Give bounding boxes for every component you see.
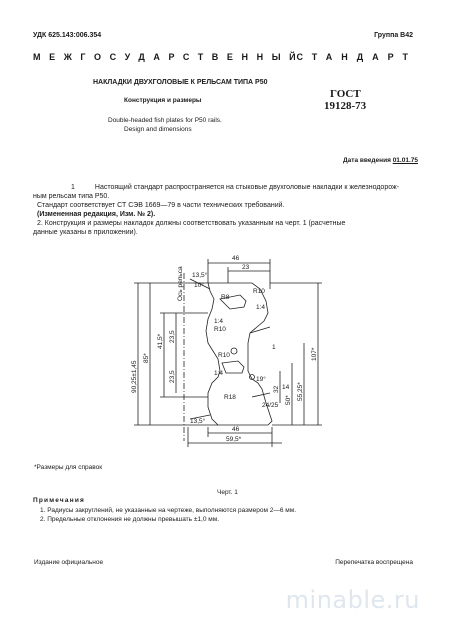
radius-r10-low: R10	[218, 352, 230, 359]
gost-number: 19128-73	[324, 100, 367, 112]
effective-date-value: 01.01.75	[392, 157, 418, 164]
footer-reprint-prohibited: Перепечатка воспрещена	[335, 559, 413, 566]
paragraph-1-line3: Стандарт соответствует СТ СЭВ 1669—79 в части технических требований.	[37, 202, 285, 209]
dim-13-5-top: 13,5°	[192, 272, 208, 279]
standard-banner-right: СТАНДАРТ	[296, 52, 417, 62]
dim-19-deg: 19°	[256, 376, 266, 383]
notes-heading: Примечания	[33, 497, 86, 504]
incline-1-4-mid: 1:4	[214, 318, 224, 325]
incline-1-4-low: 1:4	[214, 370, 224, 377]
dim-55-25: 55,25*	[297, 382, 304, 401]
dim-90-25: 90,25±1,45	[131, 360, 138, 393]
dim-23-5-lower: 23,5	[169, 370, 176, 383]
document-subtitle: Конструкция и размеры	[124, 97, 202, 104]
dim-41-5: 41,5*	[157, 333, 164, 349]
effective-date-label: Дата введения	[343, 157, 391, 164]
dim-59-5: 59,5*	[226, 436, 242, 443]
udk-code: УДК 625.143:006.354	[33, 32, 102, 39]
rail-axis-label: Ось рельса	[177, 266, 184, 301]
standard-banner-left: МЕЖГОСУДАРСТВЕННЫЙ	[33, 52, 305, 62]
watermark: minable.ru	[285, 586, 420, 614]
effective-date	[343, 157, 418, 164]
incline-1-4-top: 1:4	[256, 304, 266, 311]
radius-r18: R18	[224, 394, 236, 401]
footer-official-edition: Издание официальное	[34, 559, 104, 566]
paragraph-2-line1: 2. Конструкция и размеры накладок должны соответствовать указанным на черт. 1 (расчетные	[37, 220, 346, 227]
dim-50: 50*	[285, 395, 292, 405]
paragraph-1-edit: (Измененная редакция, Изм. № 2).	[37, 211, 156, 218]
radius-r10-top: R10	[253, 288, 265, 295]
paragraph-1-line1: Настоящий стандарт распространяется на стыковые двухголовые накладки к железнодорож-	[94, 184, 400, 191]
paragraph-1-number: 1	[71, 184, 75, 191]
english-title-line1: Double-headed fish plates for P50 rails.	[108, 117, 222, 124]
paragraph-2-line2: данные указаны в приложении).	[33, 229, 138, 236]
english-title-line2: Design and dimensions	[124, 126, 192, 133]
gost-label: ГОСТ	[330, 88, 361, 100]
dim-23: 23	[242, 264, 250, 271]
dim-46-bottom: 46	[232, 426, 240, 433]
dim-107: 107*	[311, 347, 318, 361]
radius-r10-mid: R10	[214, 326, 226, 333]
paragraph-1	[33, 183, 413, 192]
note-2: 2. Предельные отклонения не должны превышать ±1,0 мм.	[40, 516, 220, 523]
radius-r8: R8	[221, 294, 230, 301]
group-code: Группа В42	[374, 32, 413, 39]
dim-14: 14	[282, 384, 290, 391]
reference-footnote: *Размеры для справок	[34, 464, 103, 471]
dim-13-5-bottom: 13,5°	[190, 418, 206, 425]
paragraph-1-line2: ным рельсам типа Р50.	[33, 193, 110, 200]
dim-24-25: 24/25	[262, 402, 279, 409]
note-1: 1. Радиусы закруглений, не указанные на чертеже, выполняются размером 2—6 мм.	[40, 507, 297, 514]
standard-banner	[33, 52, 417, 62]
drawing-caption: Черт. 1	[217, 489, 238, 496]
dim-1: 1	[272, 344, 276, 351]
dim-23-5-upper: 23,5	[169, 330, 176, 343]
dim-85: 85*	[143, 353, 150, 363]
dim-10-deg: 10°	[194, 282, 204, 289]
fish-plate-drawing	[120, 243, 350, 448]
dim-32: 32	[273, 385, 280, 393]
document-title: НАКЛАДКИ ДВУХГОЛОВЫЕ К РЕЛЬСАМ ТИПА Р50	[93, 79, 268, 86]
dim-46-top: 46	[232, 255, 240, 262]
